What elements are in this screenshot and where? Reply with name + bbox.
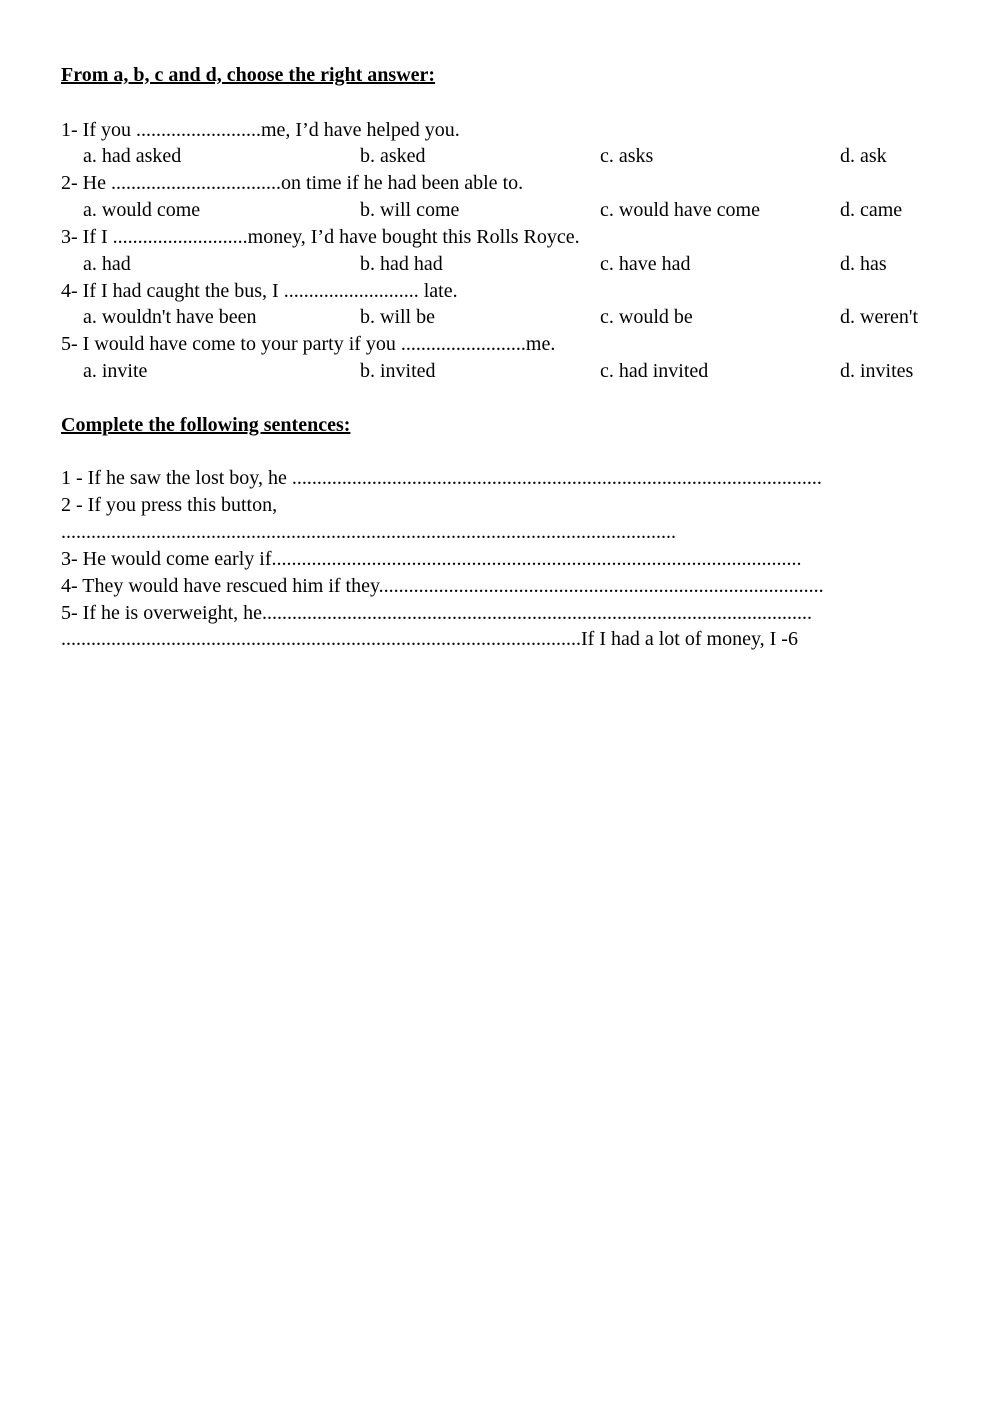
question-5-option-a: a. invite: [83, 360, 148, 382]
question-4-option-b: b. will be: [360, 306, 435, 328]
section1-heading: From a, b, c and d, choose the right answer:: [61, 64, 436, 86]
question-3-option-b: b. had had: [360, 253, 443, 275]
sentence-1: 1 - If he saw the lost boy, he ..........................................................................................................: [61, 467, 822, 489]
sentence-2: 2 - If you press this button,: [61, 494, 278, 516]
question-1-option-d: d. ask: [840, 145, 887, 167]
question-1-option-b: b. asked: [360, 145, 426, 167]
question-3-option-c: c. have had: [600, 253, 691, 275]
question-3-stem: 3- If I ...........................money, I’d have bought this Rolls Royce.: [61, 226, 580, 248]
question-5-option-b: b. invited: [360, 360, 436, 382]
question-4-option-d: d. weren't: [840, 306, 919, 328]
sentence-6: ........................................................................................................If I had a lot of money, I -6: [61, 628, 798, 650]
question-4-option-a: a. wouldn't have been: [83, 306, 257, 328]
question-1-option-c: c. asks: [600, 145, 654, 167]
sentence-2-continuation: ...........................................................................................................................: [61, 521, 676, 543]
sentence-3: 3- He would come early if..........................................................................................................: [61, 548, 802, 570]
question-5-option-d: d. invites: [840, 360, 914, 382]
question-3-option-d: d. has: [840, 253, 887, 275]
question-4-stem: 4- If I had caught the bus, I ........................... late.: [61, 280, 458, 302]
question-2-stem: 2- He ..................................on time if he had been able to.: [61, 172, 524, 194]
question-4-option-c: c. would be: [600, 306, 693, 328]
section2-heading: Complete the following sentences:: [61, 414, 351, 436]
question-1-stem: 1- If you .........................me, I’d have helped you.: [61, 119, 460, 141]
question-5-option-c: c. had invited: [600, 360, 709, 382]
question-2-option-b: b. will come: [360, 199, 460, 221]
question-2-option-c: c. would have come: [600, 199, 760, 221]
sentence-5: 5- If he is overweight, he..............................................................................................................: [61, 602, 813, 624]
question-2-option-a: a. would come: [83, 199, 201, 221]
question-5-stem: 5- I would have come to your party if you .........................me.: [61, 333, 556, 355]
sentence-4: 4- They would have rescued him if they.........................................................................................: [61, 575, 824, 597]
question-3-option-a: a. had: [83, 253, 131, 275]
question-1-option-a: a. had asked: [83, 145, 182, 167]
question-2-option-d: d. came: [840, 199, 903, 221]
